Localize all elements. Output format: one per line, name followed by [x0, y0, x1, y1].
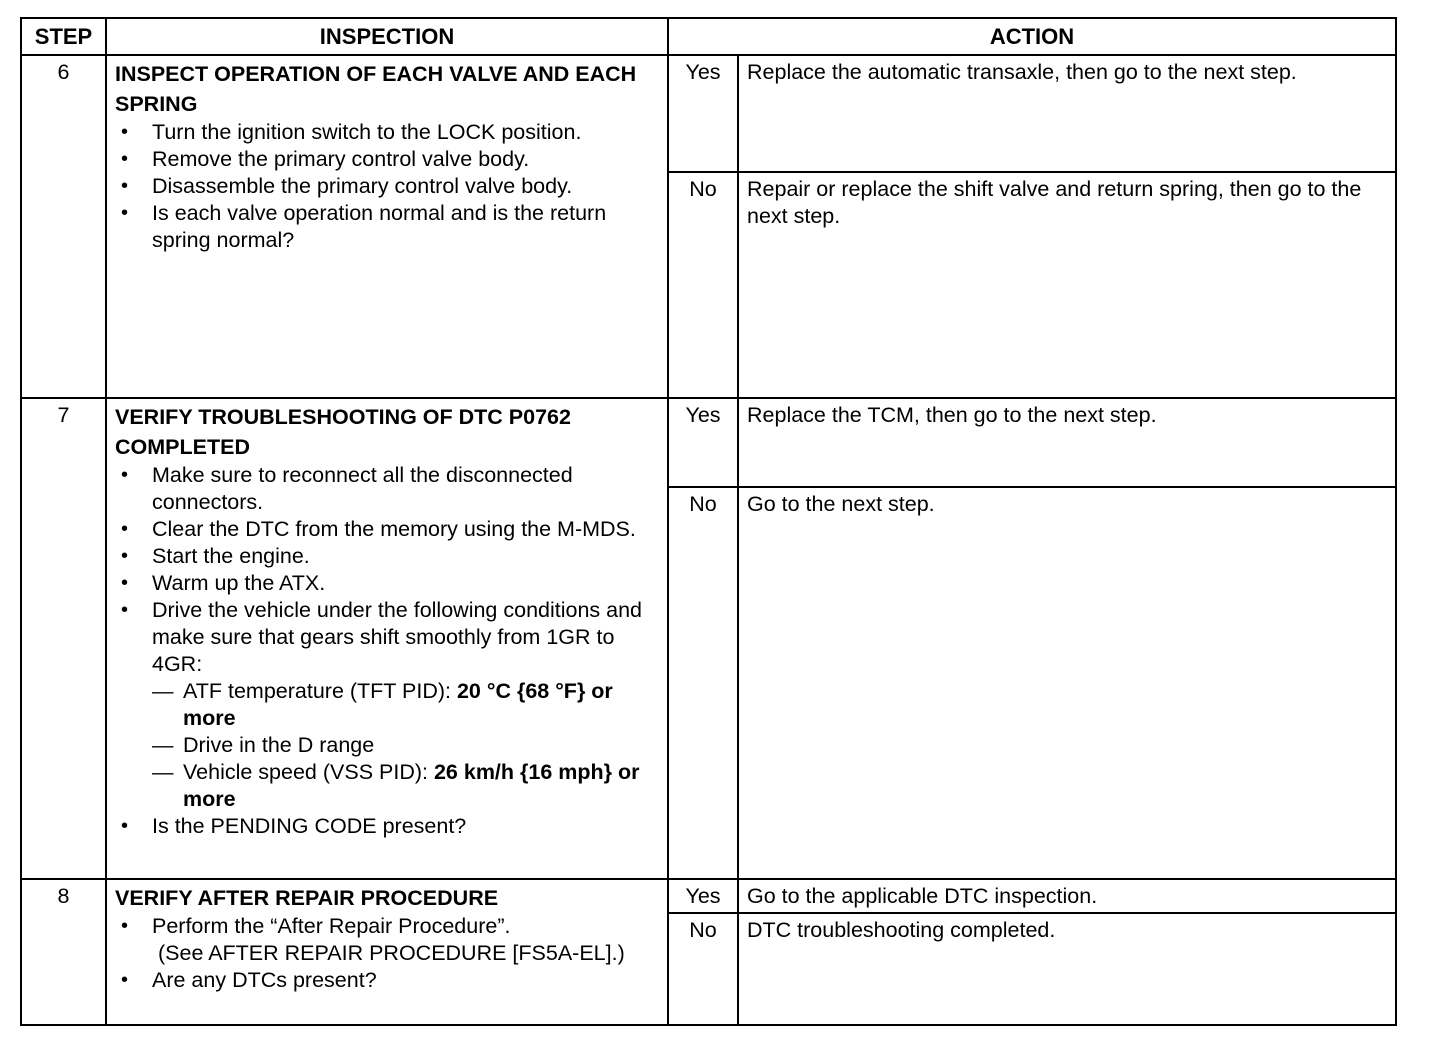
reference-note: (See AFTER REPAIR PROCEDURE [FS5A-EL].)	[158, 941, 625, 965]
bullet-text: • Perform the “After Repair Procedure”.	[152, 914, 511, 938]
bullet-item	[115, 597, 659, 813]
bullet-item: • Make sure to reconnect all the disconnected connectors.	[115, 462, 659, 516]
condition-text: Drive in the D range	[183, 733, 375, 757]
condition-text: Vehicle speed (VSS PID):	[183, 760, 434, 784]
yes-action: Replace the TCM, then go to the next step.	[738, 398, 1396, 487]
dash-marker: —	[152, 733, 174, 757]
bullet-list	[115, 462, 659, 840]
condition-value: 20 °C {68 °F} or more	[183, 679, 613, 730]
yes-action: Go to the applicable DTC inspection.	[738, 879, 1396, 913]
table-row	[21, 879, 1396, 913]
table-row	[21, 55, 1396, 172]
no-label: No	[668, 487, 738, 879]
header-row	[21, 18, 1396, 55]
yes-label: Yes	[668, 879, 738, 913]
yes-label: Yes	[668, 55, 738, 172]
bullet-item: • Start the engine.	[115, 543, 659, 570]
no-label: No	[668, 172, 738, 398]
bullet-item: • Are any DTCs present?	[115, 967, 659, 994]
step-number: 7	[21, 398, 106, 879]
yes-action: Replace the automatic transaxle, then go to the next step.	[738, 55, 1396, 172]
no-action: DTC troubleshooting completed.	[738, 913, 1396, 1025]
condition-item	[152, 678, 659, 732]
bullet-item: • Clear the DTC from the memory using the M-MDS.	[115, 516, 659, 543]
inspection-header: INSPECTION	[106, 18, 668, 55]
condition-item	[152, 732, 659, 759]
inspection-cell	[106, 398, 668, 879]
no-label: No	[668, 913, 738, 1025]
dash-marker: —	[152, 679, 174, 703]
no-action: Go to the next step.	[738, 487, 1396, 879]
bullet-item	[115, 913, 659, 967]
action-header: ACTION	[668, 18, 1396, 55]
inspection-title: VERIFY AFTER REPAIR PROCEDURE	[115, 886, 499, 910]
bullet-list	[115, 119, 659, 254]
no-action: Repair or replace the shift valve and return spring, then go to the next step.	[738, 172, 1396, 398]
yes-label: Yes	[668, 398, 738, 487]
inspection-title: VERIFY TROUBLESHOOTING OF DTC P0762 COMPLETED	[115, 405, 571, 459]
condition-value: 26 km/h {16 mph} or more	[183, 760, 640, 811]
inspection-title: INSPECT OPERATION OF EACH VALVE AND EACH SPRING	[115, 62, 637, 116]
bullet-list	[115, 913, 659, 994]
bullet-item: • Remove the primary control valve body.	[115, 146, 659, 173]
bullet-item: • Warm up the ATX.	[115, 570, 659, 597]
bullet-item: • Turn the ignition switch to the LOCK position.	[115, 119, 659, 146]
bullet-item: • Is each valve operation normal and is the return spring normal?	[115, 200, 659, 254]
bullet-item: • Disassemble the primary control valve body.	[115, 173, 659, 200]
condition-list	[152, 678, 659, 813]
inspection-cell	[106, 879, 668, 1025]
bullet-text: Drive the vehicle under the following conditions and make sure that gears shift smoothly from 1GR to 4GR:	[152, 598, 643, 676]
step-header: STEP	[21, 18, 106, 55]
condition-item	[152, 759, 659, 813]
dash-marker: —	[152, 760, 174, 784]
inspection-cell	[106, 55, 668, 398]
table-row	[21, 398, 1396, 487]
troubleshooting-table	[20, 17, 1397, 1026]
bullet-item: • Is the PENDING CODE present?	[115, 813, 659, 840]
condition-text: ATF temperature (TFT PID):	[183, 679, 457, 703]
step-number: 6	[21, 55, 106, 398]
step-number: 8	[21, 879, 106, 1025]
